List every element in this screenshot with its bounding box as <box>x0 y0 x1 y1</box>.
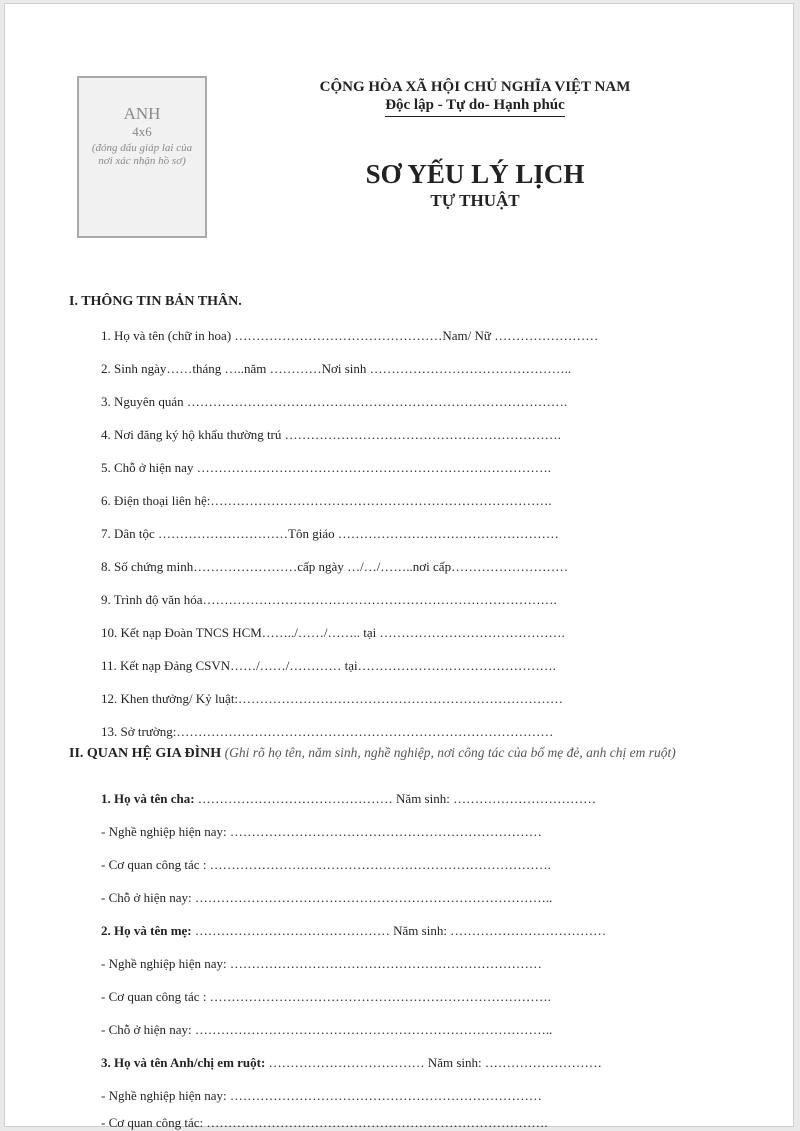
form-line-party: 11. Kết nạp Đảng CSVN……/……/………… tại………………………………………. <box>101 658 556 673</box>
form-line-strengths: 13. Sở trường:…………………………………………………………………………… <box>101 724 554 739</box>
section-1-heading: I. THÔNG TIN BẢN THÂN. <box>69 294 242 309</box>
sibling-fill: ……………………………… Năm sinh: ……………………… <box>265 1055 602 1070</box>
nation-name: CỘNG HÒA XÃ HỘI CHỦ NGHĨA VIỆT NAM <box>319 79 631 95</box>
photo-note: (đóng dấu giáp lai của nơi xác nhận hồ sơ) <box>91 142 193 167</box>
form-line-father-address: - Chỗ ở hiện nay: ……………………………………………………………………….. <box>101 890 553 905</box>
form-line-mother-job: - Nghề nghiệp hiện nay: ……………………………………………………………… <box>101 956 542 971</box>
form-line-id-card: 8. Số chứng minh……………………cấp ngày …/…/……..nơi cấp……………………… <box>101 559 569 574</box>
form-line-sibling-job: - Nghề nghiệp hiện nay: ……………………………………………………………… <box>101 1088 542 1103</box>
form-page <box>4 3 794 1130</box>
mother-label: 2. Họ và tên mẹ: <box>101 923 192 938</box>
form-line-phone: 6. Điện thoại liên hệ:……………………………………………………………………. <box>101 493 552 508</box>
form-line-ethnicity: 7. Dân tộc …………………………Tôn giáo …………………………………………… <box>101 526 559 541</box>
photo-size: 4x6 <box>132 124 152 139</box>
section-2-heading <box>69 743 759 763</box>
father-fill: ……………………………………… Năm sinh: …………………………… <box>194 791 597 806</box>
form-line-father-job: - Nghề nghiệp hiện nay: ……………………………………………………………… <box>101 824 542 839</box>
form-line-current-address: 5. Chỗ ở hiện nay ………………………………………………………………………. <box>101 460 551 475</box>
sibling-label: 3. Họ và tên Anh/chị em ruột: <box>101 1055 266 1070</box>
form-line-father-name <box>101 791 596 807</box>
form-line-mother-address: - Chỗ ở hiện nay: ……………………………………………………………………….. <box>101 1022 553 1037</box>
section-2-title: II. QUAN HỆ GIA ĐÌNH <box>69 746 222 761</box>
section-2-note: (Ghi rõ họ tên, năm sinh, nghề nghiệp, nơi công tác của bố mẹ đẻ, anh chị em ruột) <box>224 745 676 760</box>
document-title: SƠ YẾU LÝ LỊCH <box>365 159 585 189</box>
form-line-hometown: 3. Nguyên quán ……………………………………………………………………………. <box>101 394 568 409</box>
father-label: 1. Họ và tên cha: <box>101 791 195 806</box>
form-line-mother-workplace: - Cơ quan công tác : ……………………………………………………………………. <box>101 989 551 1004</box>
document-subtitle: TỰ THUẬT <box>430 191 520 210</box>
form-line-awards: 12. Khen thưởng/ Kỷ luật:………………………………………………………………… <box>101 691 564 706</box>
form-line-residence: 4. Nơi đăng ký hộ khẩu thường trú ………………………………………………………. <box>101 427 561 442</box>
photo-placeholder <box>77 76 207 238</box>
form-line-full-name: 1. Họ và tên (chữ in hoa) …………………………………………Nam/ Nữ …………………… <box>101 328 599 343</box>
form-line-youth-union: 10. Kết nạp Đoàn TNCS HCM……../……/…….. tại ……………………………………. <box>101 625 565 640</box>
form-line-birth: 2. Sinh ngày……tháng …..năm …………Nơi sinh ……………………………………….. <box>101 361 572 376</box>
form-line-father-workplace: - Cơ quan công tác : ……………………………………………………………………. <box>101 857 551 872</box>
form-line-mother-name <box>101 923 606 939</box>
mother-fill: ……………………………………… Năm sinh: ……………………………… <box>191 923 607 938</box>
form-line-sibling-name <box>101 1055 602 1071</box>
national-header <box>275 78 675 117</box>
form-line-education: 9. Trình độ văn hóa………………………………………………………………………. <box>101 592 557 607</box>
national-motto: Độc lập - Tự do- Hạnh phúc <box>385 96 565 117</box>
form-line-sibling-workplace: - Cơ quan công tác: ……………………………………………………………………. <box>101 1115 548 1130</box>
photo-label: ANH <box>123 104 161 123</box>
